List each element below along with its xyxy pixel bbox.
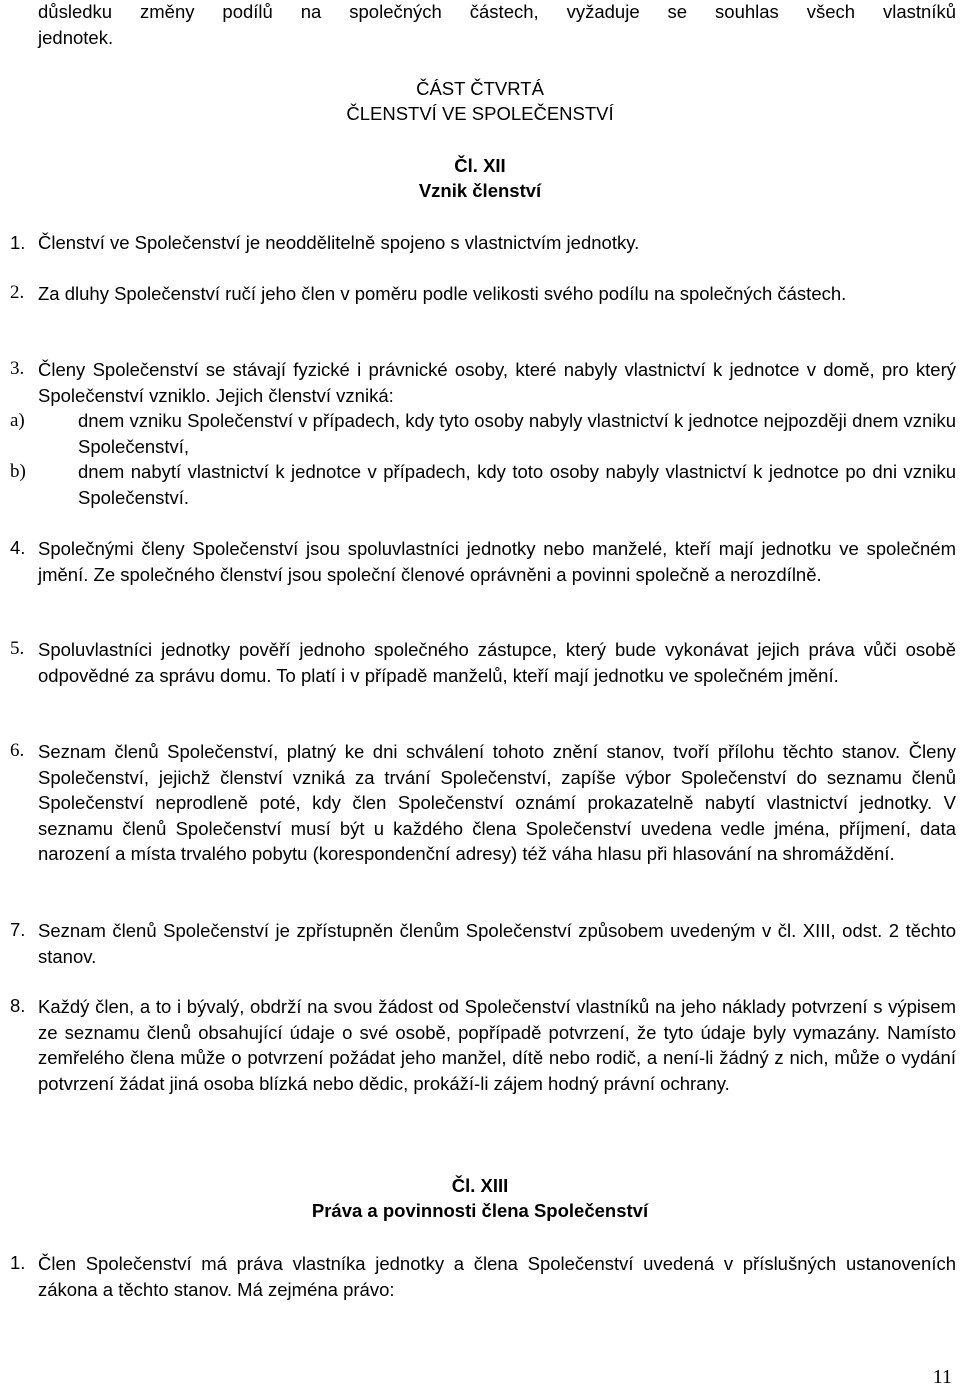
subitem-b-text: dnem nabytí vlastnictví k jednotce v případech, kdy toto osoby nabyly vlastnictví k jednotce po dni vzniku Společenství. [78, 461, 956, 508]
item-6-text: Seznam členů Společenství, platný ke dni schválení tohoto znění stanov, tvoří přílohu těchto stanov. Členy Společenství, jejichž členství vzniká za trvání Společenství, zapíše výbor Společenství do seznamu členů Společenství neprodleně poté, kdy člen Společenství oznámí prokazatelně nabytí vlastnictví jednotky. V seznamu členů Společenství musí být u každého člena Společenství uvedena vedle jména, příjmení, data narození a místa trvalého pobytu (korespondenční adresy) též váha hlasu při hlasování na shromáždění. [38, 741, 956, 864]
article-12-number: Čl. XII [454, 155, 506, 176]
article-13-item-1-number: 1. [10, 1252, 26, 1273]
item-6-number: 6. [10, 740, 25, 761]
subitem-a-text: dnem vzniku Společenství v případech, kdy tyto osoby nabyly vlastnictví k jednotce nejpozději dnem vzniku Společenství, [78, 410, 956, 457]
subitem-a-letter: a) [10, 410, 25, 431]
item-8-text: Každý člen, a to i bývalý, obdrží na svou žádost od Společenství vlastníků na jeho náklady potvrzení s výpisem ze seznamu členů obsahující údaje o své osobě, popřípadě potvrzení, že tyto údaje byly vymazány. Namísto zemřelého člena může o potvrzení požádat jeho manžel, dítě nebo rodič, a není-li žádný z nich, může o vydání potvrzení žádat jiná osoba blízká nebo dědic, prokáží-li zájem hodný právní ochrany. [38, 996, 956, 1094]
intro-line-1: důsledku změny podílů na společných částech, vyžaduje se souhlas všech vlastníků [38, 1, 956, 22]
item-3-text: Členy Společenství se stávají fyzické i právnické osoby, které nabyly vlastnictví k jednotce v domě, pro který Společenství vzniklo. Jejich členství vzniká: [38, 359, 956, 406]
part-title: ČÁST ČTVRTÁ [416, 78, 544, 99]
item-1-text: Členství ve Společenství je neoddělitelně spojeno s vlastnictvím jednotky. [38, 232, 640, 253]
item-1-number: 1. [10, 232, 26, 253]
subitem-b-letter: b) [10, 461, 26, 482]
article-13-number: Čl. XIII [451, 1175, 509, 1196]
item-7-number: 7. [10, 919, 26, 940]
page-number: 11 [932, 1366, 952, 1388]
item-3-number: 3. [10, 358, 25, 379]
item-2-number: 2. [10, 282, 25, 303]
intro-line-2: jednotek. [38, 27, 114, 48]
item-4-text: Společnými členy Společenství jsou spoluvlastníci jednotky nebo manželé, kteří mají jednotku ve společném jmění. Ze společného členství jsou společní členové oprávněni a povinni společně a nerozdílně. [38, 538, 956, 585]
item-7-text: Seznam členů Společenství je zpřístupněn členům Společenství způsobem uvedeným v čl. XIII, odst. 2 těchto stanov. [38, 920, 956, 967]
item-5-text: Spoluvlastníci jednotky pověří jednoho společného zástupce, který bude vykonávat jejich práva vůči osobě odpovědné za správu domu. To platí i v případě manželů, kteří mají jednotku ve společném jmění. [38, 639, 956, 686]
item-5-number: 5. [10, 638, 25, 659]
item-2-text: Za dluhy Společenství ručí jeho člen v poměru podle velikosti svého podílu na společných částech. [38, 283, 847, 304]
part-subtitle: ČLENSTVÍ VE SPOLEČENSTVÍ [346, 103, 614, 124]
article-13-title: Práva a povinnosti člena Společenství [311, 1200, 649, 1221]
item-8-number: 8. [10, 995, 26, 1016]
item-4-number: 4. [10, 537, 26, 558]
article-12-title: Vznik členství [418, 180, 542, 201]
article-13-item-1-text: Člen Společenství má práva vlastníka jednotky a člena Společenství uvedená v příslušných ustanoveních zákona a těchto stanov. Má zejména právo: [38, 1253, 956, 1300]
